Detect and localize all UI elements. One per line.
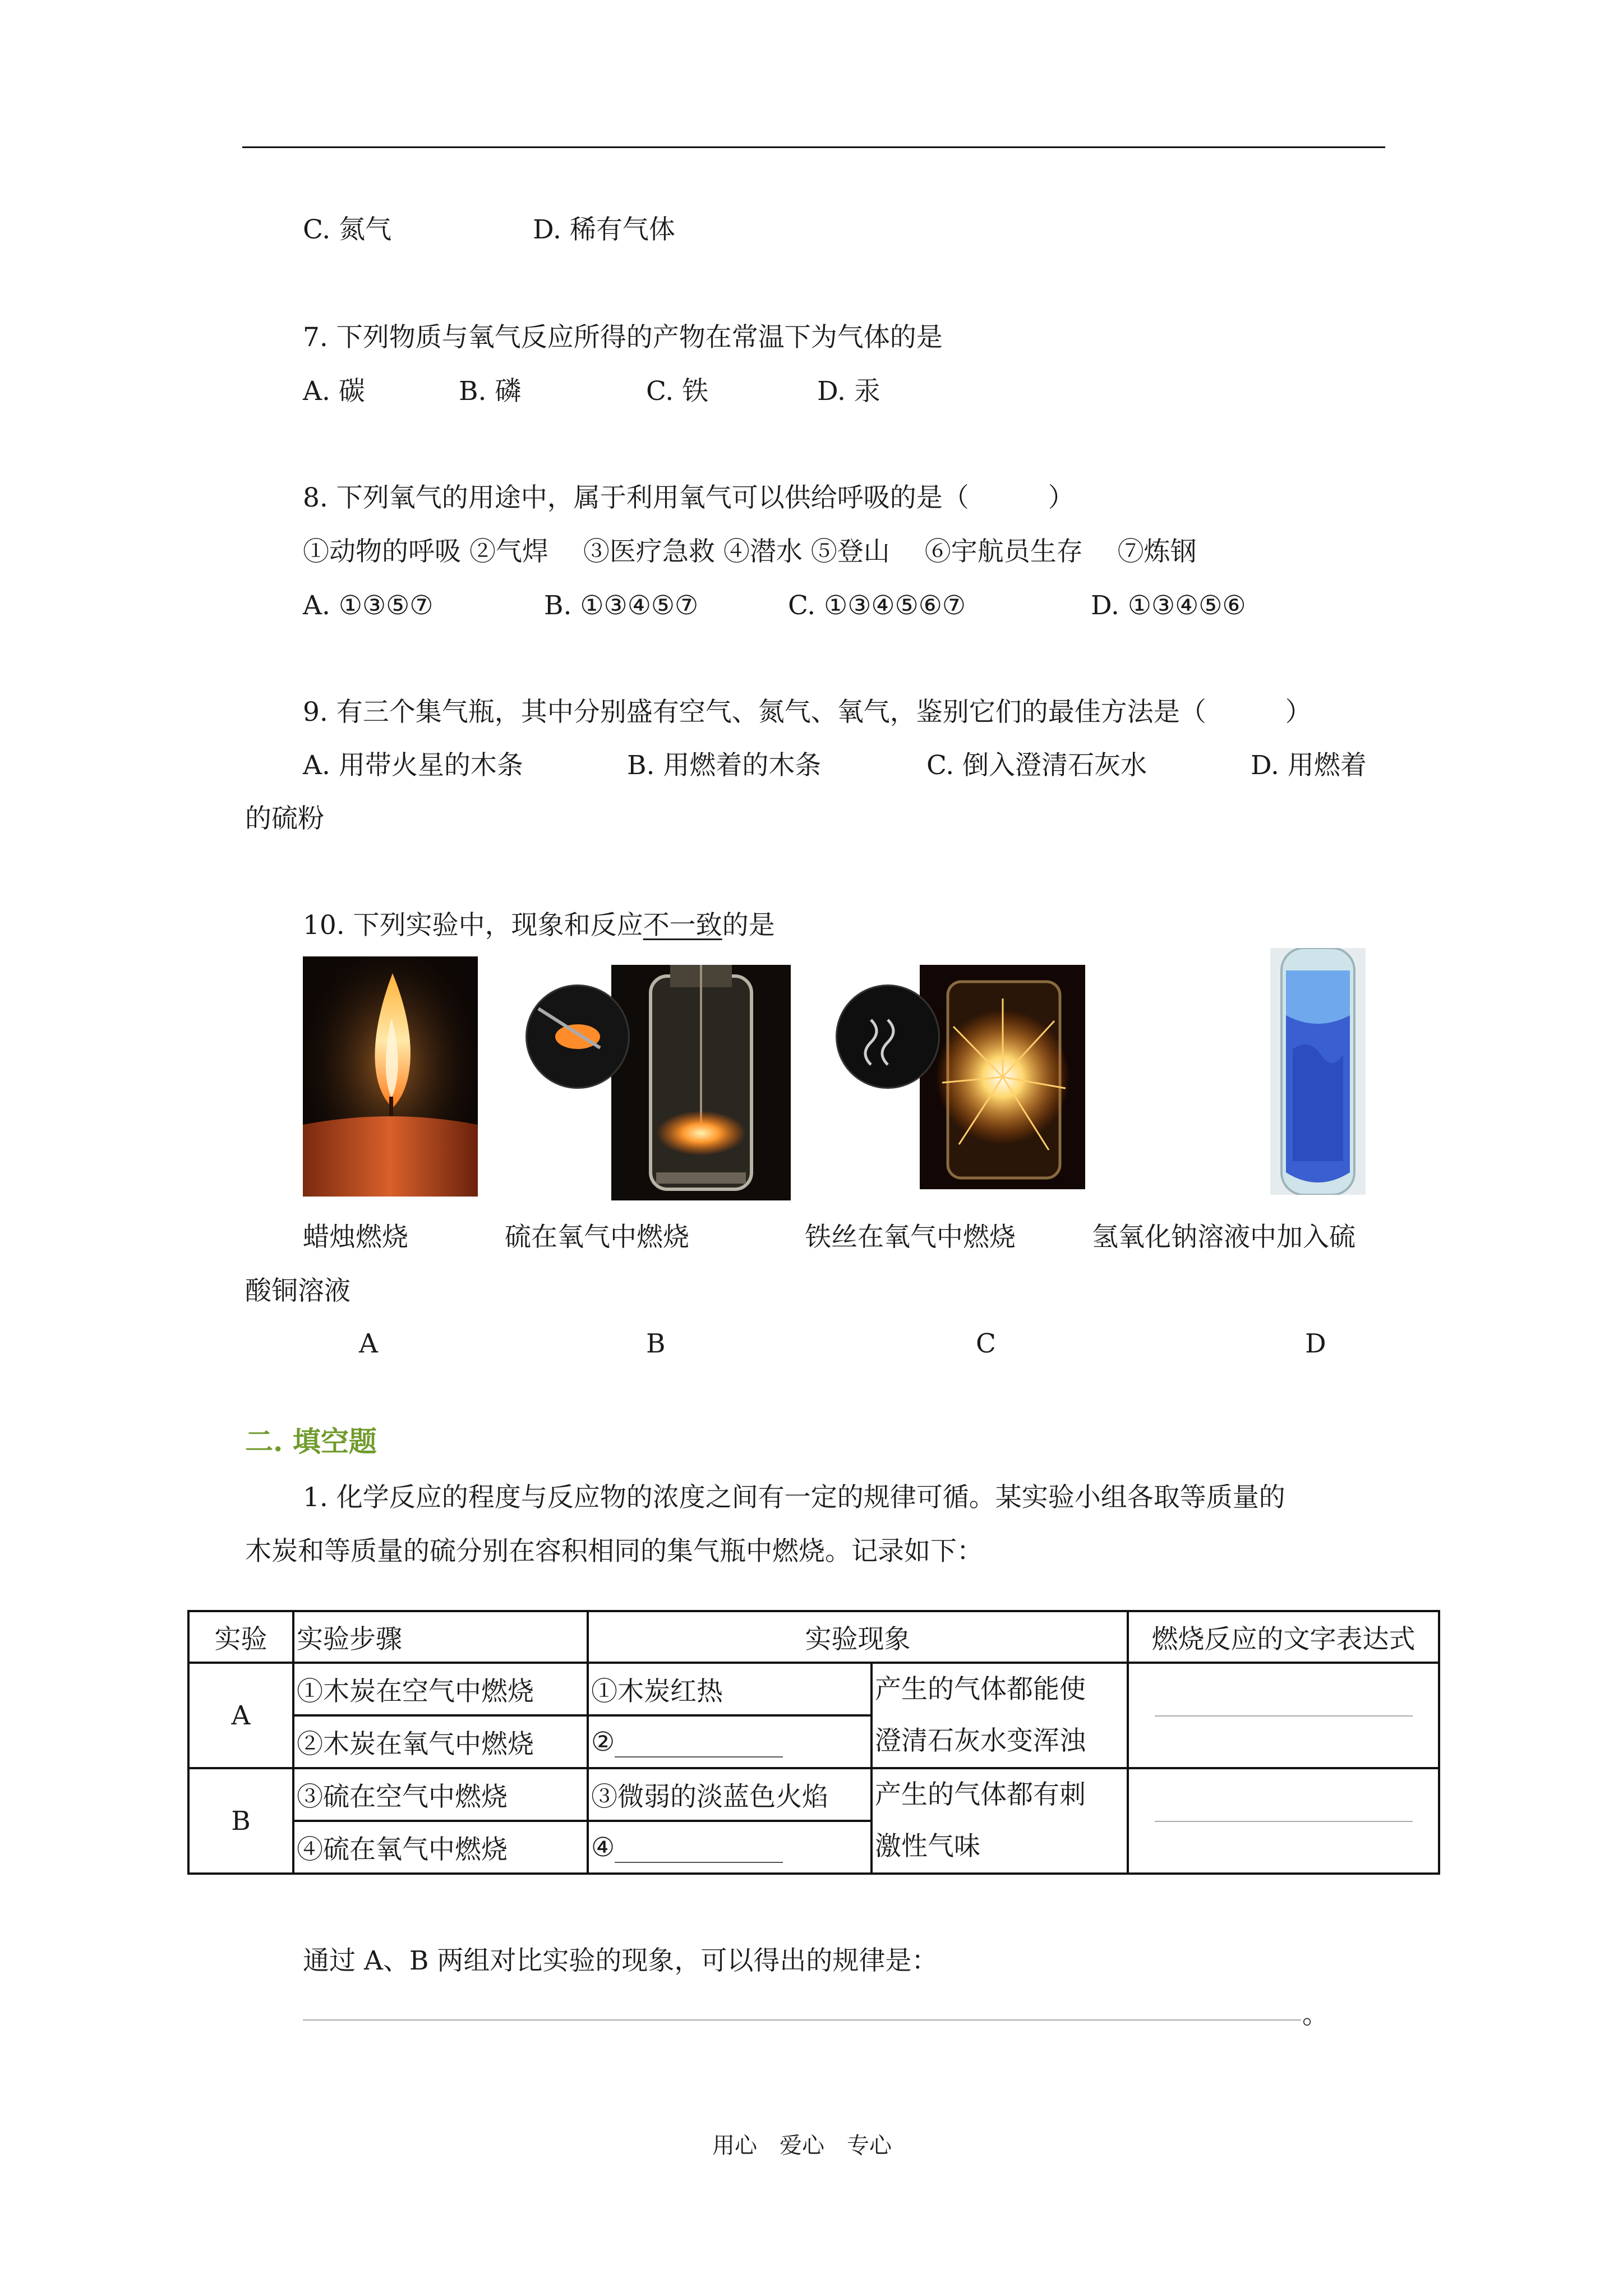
- header-rule: [242, 146, 1385, 148]
- table-row: [188, 1663, 1439, 1715]
- answer-line: [1155, 1820, 1413, 1822]
- experiment-table: [187, 1610, 1440, 1875]
- q10-stem-before: 10. 下列实验中，现象和反应: [303, 910, 643, 941]
- group-b-common-line2: 激性气味: [875, 1831, 980, 1862]
- conclusion-period: 。: [1302, 1999, 1329, 2030]
- q7-option-a: A. 碳: [303, 376, 365, 407]
- q9-option-a: A. 用带火星的木条: [303, 750, 523, 781]
- iron-wire-jar-photo: [920, 965, 1085, 1189]
- header-phenomena: 实验现象: [588, 1611, 1128, 1663]
- section-heading: 二. 填空题: [245, 1425, 377, 1458]
- group-a-expression-blank[interactable]: [1128, 1663, 1439, 1768]
- q8-items: ①动物的呼吸 ②气焊 ③医疗急救 ④潜水 ⑤登山 ⑥宇航员生存 ⑦炼钢: [303, 536, 1197, 567]
- test-tube-photo: [1270, 948, 1366, 1195]
- q9-option-b: B. 用燃着的木条: [627, 750, 822, 781]
- table-row: [188, 1768, 1439, 1821]
- q10-caption-d: 氢氧化钠溶液中加入硫: [1092, 1222, 1355, 1253]
- answer-line: [1155, 1714, 1413, 1717]
- q10-stem-underlined: 不一致: [643, 910, 722, 941]
- q10-caption-wrap: 酸铜溶液: [245, 1276, 351, 1306]
- header-experiment: 实验: [188, 1611, 293, 1663]
- q7-option-d: D. 汞: [817, 376, 880, 407]
- group-b-step-1: ③硫在空气中燃烧: [293, 1768, 588, 1821]
- conclusion-text: 通过 A、B 两组对比实验的现象，可以得出的规律是：: [303, 1945, 938, 1976]
- group-b-phenomenon-2: ④: [591, 1832, 615, 1863]
- sulfur-spoon-inset: [525, 984, 630, 1089]
- q8-option-a: A. ①③⑤⑦: [303, 590, 434, 621]
- q9-option-c: C. 倒入澄清石灰水: [926, 750, 1147, 781]
- q8-option-d: D. ①③④⑤⑥: [1091, 590, 1246, 621]
- q9-option-d: D. 用燃着: [1251, 750, 1367, 781]
- group-b-step-2: ④硫在氧气中燃烧: [293, 1821, 588, 1874]
- q10-caption-a: 蜡烛燃烧: [303, 1222, 408, 1253]
- q10-letter-d: D: [1305, 1328, 1326, 1359]
- header-steps: 实验步骤: [293, 1611, 588, 1663]
- answer-line: [615, 1735, 783, 1757]
- group-a-label: A: [188, 1663, 293, 1768]
- q7-stem: 7. 下列物质与氧气反应所得的产物在常温下为气体的是: [303, 322, 943, 353]
- group-b-common-line1: 产生的气体都有刺: [875, 1779, 1086, 1810]
- q8-option-b: B. ①③④⑤⑦: [544, 590, 699, 621]
- q6-option-d: D. 稀有气体: [533, 214, 675, 245]
- conclusion-answer-line[interactable]: [303, 2019, 1301, 2021]
- group-b-expression-blank[interactable]: [1128, 1768, 1439, 1874]
- group-a-common-line2: 澄清石灰水变浑浊: [875, 1726, 1086, 1756]
- group-a-common: [872, 1663, 1128, 1768]
- group-a-step-2: ②木炭在氧气中燃烧: [293, 1715, 588, 1768]
- q10-letter-c: C: [976, 1328, 996, 1359]
- q10-letter-b: B: [646, 1328, 666, 1359]
- q8-option-c: C. ①③④⑤⑥⑦: [788, 590, 966, 621]
- q9-wrap: 的硫粉: [245, 803, 324, 834]
- header-expression: 燃烧反应的文字表达式: [1128, 1611, 1439, 1663]
- q7-option-c: C. 铁: [646, 376, 709, 407]
- group-a-phenomenon-1: ①木炭红热: [588, 1663, 872, 1715]
- iron-coil-inset: [836, 984, 940, 1089]
- group-a-common-line1: 产生的气体都能使: [875, 1674, 1086, 1705]
- group-a-phenomenon-2-cell[interactable]: [588, 1715, 872, 1768]
- q7-option-b: B. 磷: [459, 376, 522, 407]
- group-b-common: [872, 1768, 1128, 1874]
- q8-stem: 8. 下列氧气的用途中，属于利用氧气可以供给呼吸的是（ ）: [303, 482, 1075, 513]
- group-a-step-1: ①木炭在空气中燃烧: [293, 1663, 588, 1715]
- group-a-phenomenon-2: ②: [591, 1726, 615, 1757]
- group-b-label: B: [188, 1768, 293, 1874]
- table-header-row: [188, 1611, 1439, 1663]
- group-b-phenomenon-1: ③微弱的淡蓝色火焰: [588, 1768, 872, 1821]
- q10-stem-after: 的是: [722, 910, 775, 941]
- fill-q1-line1: 1. 化学反应的程度与反应物的浓度之间有一定的规律可循。某实验小组各取等质量的: [303, 1482, 1285, 1513]
- page-footer: 用心 爱心 专心: [712, 2133, 892, 2159]
- group-b-phenomenon-2-cell[interactable]: [588, 1821, 872, 1874]
- answer-line: [615, 1841, 783, 1863]
- candle-photo: [303, 956, 478, 1197]
- q9-stem: 9. 有三个集气瓶，其中分别盛有空气、氮气、氧气，鉴别它们的最佳方法是（ ）: [303, 697, 1312, 728]
- q10-stem: [303, 909, 775, 942]
- q10-letter-a: A: [359, 1328, 378, 1359]
- q10-caption-b: 硫在氧气中燃烧: [505, 1222, 689, 1253]
- q6-option-c: C. 氮气: [303, 214, 392, 245]
- q10-caption-c: 铁丝在氧气中燃烧: [805, 1222, 1016, 1253]
- sulfur-jar-photo: [611, 965, 791, 1200]
- fill-q1-line2: 木炭和等质量的硫分别在容积相同的集气瓶中燃烧。记录如下：: [245, 1536, 983, 1567]
